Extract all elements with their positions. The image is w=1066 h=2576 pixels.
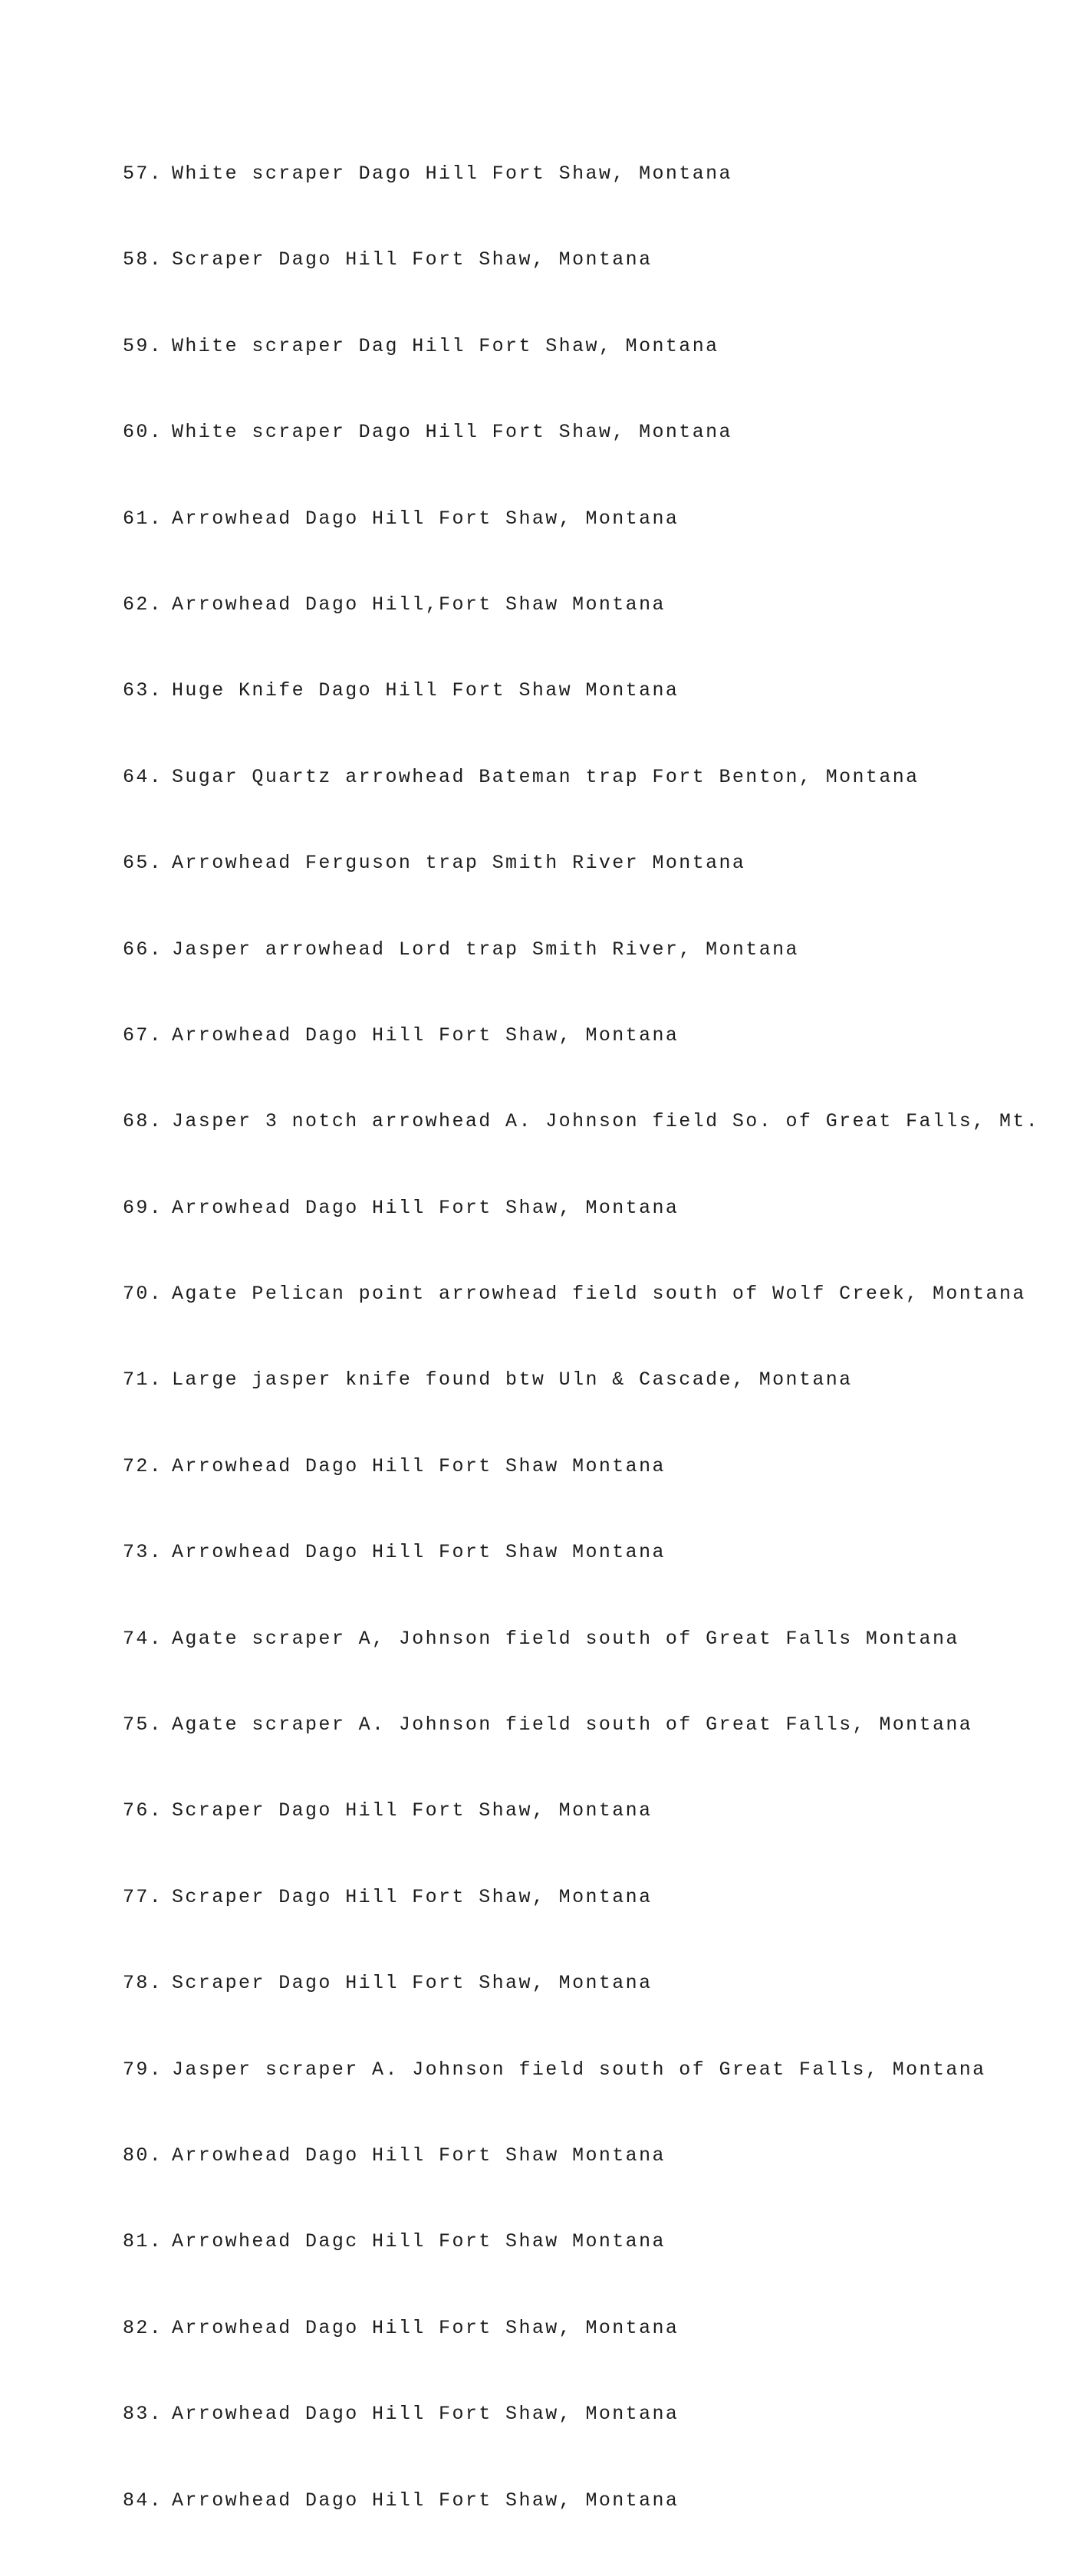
- list-item: [123, 1025, 1039, 1066]
- list-item: [123, 1800, 1039, 1842]
- item-text: Arrowhead Dagc Hill Fort Shaw Montana: [172, 2230, 666, 2253]
- list-item: [123, 853, 1039, 894]
- item-number: 59.: [123, 334, 163, 357]
- item-text: White scraper Dago Hill Fort Shaw, Montana: [172, 163, 732, 185]
- item-text: Scraper Dago Hill Fort Shaw, Montana: [172, 1885, 653, 1908]
- list-item: [123, 1714, 1039, 1756]
- item-text: Agate Pelican point arrowhead field south of Wolf Creek, Montana: [172, 1283, 1026, 1306]
- item-text: Arrowhead Dago Hill Fort Shaw Montana: [172, 1454, 666, 1477]
- list-item: [123, 2059, 1039, 2101]
- item-text: Agate scraper A, Johnson field south of Great Falls Montana: [172, 1627, 959, 1650]
- list-item: [123, 2404, 1039, 2445]
- list-item: [123, 1887, 1039, 1928]
- item-number: 80.: [123, 2144, 163, 2167]
- item-number: 81.: [123, 2230, 163, 2253]
- item-text: Agate scraper A. Johnson field south of Great Falls, Montana: [172, 1714, 973, 1737]
- item-text: Sugar Quartz arrowhead Bateman trap Fort Benton, Montana: [172, 765, 920, 788]
- artifact-list: [123, 119, 1039, 2576]
- list-item: [123, 2145, 1039, 2187]
- item-text: Arrowhead Dago Hill Fort Shaw, Montana: [172, 1024, 679, 1046]
- item-number: 65.: [123, 852, 163, 875]
- list-item: [123, 1283, 1039, 1325]
- item-number: 64.: [123, 765, 163, 788]
- item-text: White scraper Dago Hill Fort Shaw, Montana: [172, 421, 732, 444]
- item-number: 82.: [123, 2316, 163, 2339]
- item-text: Jasper 3 notch arrowhead A. Johnson field So. of Great Falls, Mt.: [172, 1110, 1040, 1133]
- item-number: 66.: [123, 938, 163, 961]
- item-number: 61.: [123, 507, 163, 530]
- item-number: 60.: [123, 421, 163, 444]
- item-number: 67.: [123, 1024, 163, 1046]
- item-number: 72.: [123, 1454, 163, 1477]
- list-item: [123, 1973, 1039, 2014]
- item-number: 71.: [123, 1368, 163, 1392]
- item-number: 84.: [123, 2489, 163, 2512]
- item-text: Huge Knife Dago Hill Fort Shaw Montana: [172, 679, 679, 702]
- item-text: Arrowhead Dago Hill Fort Shaw Montana: [172, 1541, 666, 1564]
- list-item: [123, 422, 1039, 463]
- item-text: Arrowhead Dago Hill,Fort Shaw Montana: [172, 593, 666, 616]
- item-text: Scraper Dago Hill Fort Shaw, Montana: [172, 1799, 653, 1822]
- item-number: 68.: [123, 1110, 163, 1133]
- item-text: Jasper scraper A. Johnson field south of Great Falls, Montana: [172, 2058, 986, 2081]
- item-text: Arrowhead Ferguson trap Smith River Montana: [172, 852, 746, 875]
- item-number: 76.: [123, 1799, 163, 1822]
- list-item: [123, 1369, 1039, 1411]
- item-number: 69.: [123, 1196, 163, 1219]
- item-number: 58.: [123, 248, 163, 271]
- item-text: Arrowhead Dago Hill Fort Shaw, Montana: [172, 2489, 679, 2512]
- list-item: [123, 680, 1039, 721]
- item-text: Arrowhead Dago Hill Fort Shaw Montana: [172, 2144, 666, 2167]
- list-item: [123, 2490, 1039, 2532]
- item-number: 78.: [123, 1972, 163, 1995]
- item-text: White scraper Dag Hill Fort Shaw, Montana: [172, 334, 719, 357]
- item-text: Large jasper knife found btw Uln & Cascade, Montana: [172, 1368, 853, 1392]
- list-item: [123, 1628, 1039, 1670]
- item-number: 63.: [123, 679, 163, 702]
- list-item: [123, 508, 1039, 550]
- list-item: [123, 336, 1039, 377]
- item-text: Arrowhead Dago Hill Fort Shaw, Montana: [172, 1196, 679, 1219]
- item-text: Jasper arrowhead Lord trap Smith River, Montana: [172, 938, 799, 961]
- list-item: [123, 249, 1039, 291]
- item-text: Arrowhead Dago Hill Fort Shaw, Montana: [172, 2316, 679, 2339]
- list-item: [123, 767, 1039, 808]
- item-text: Scraper Dago Hill Fort Shaw, Montana: [172, 1972, 653, 1995]
- item-text: Scraper Dago Hill Fort Shaw, Montana: [172, 248, 653, 271]
- item-text: Arrowhead Dago Hill Fort Shaw, Montana: [172, 507, 679, 530]
- item-text: Arrowhead Dago Hill Fort Shaw, Montana: [172, 2403, 679, 2426]
- list-item: [123, 163, 1039, 205]
- list-item: [123, 594, 1039, 636]
- list-item: [123, 1456, 1039, 1497]
- item-number: 83.: [123, 2403, 163, 2426]
- item-number: 57.: [123, 163, 163, 185]
- item-number: 75.: [123, 1714, 163, 1737]
- list-item: [123, 939, 1039, 981]
- item-number: 74.: [123, 1627, 163, 1650]
- list-item: [123, 1111, 1039, 1152]
- list-item: [123, 1542, 1039, 1583]
- list-item: [123, 2318, 1039, 2359]
- item-number: 70.: [123, 1283, 163, 1306]
- item-number: 79.: [123, 2058, 163, 2081]
- list-item: [123, 2231, 1039, 2272]
- item-number: 77.: [123, 1885, 163, 1908]
- list-item: [123, 1198, 1039, 1239]
- item-number: 73.: [123, 1541, 163, 1564]
- item-number: 62.: [123, 593, 163, 616]
